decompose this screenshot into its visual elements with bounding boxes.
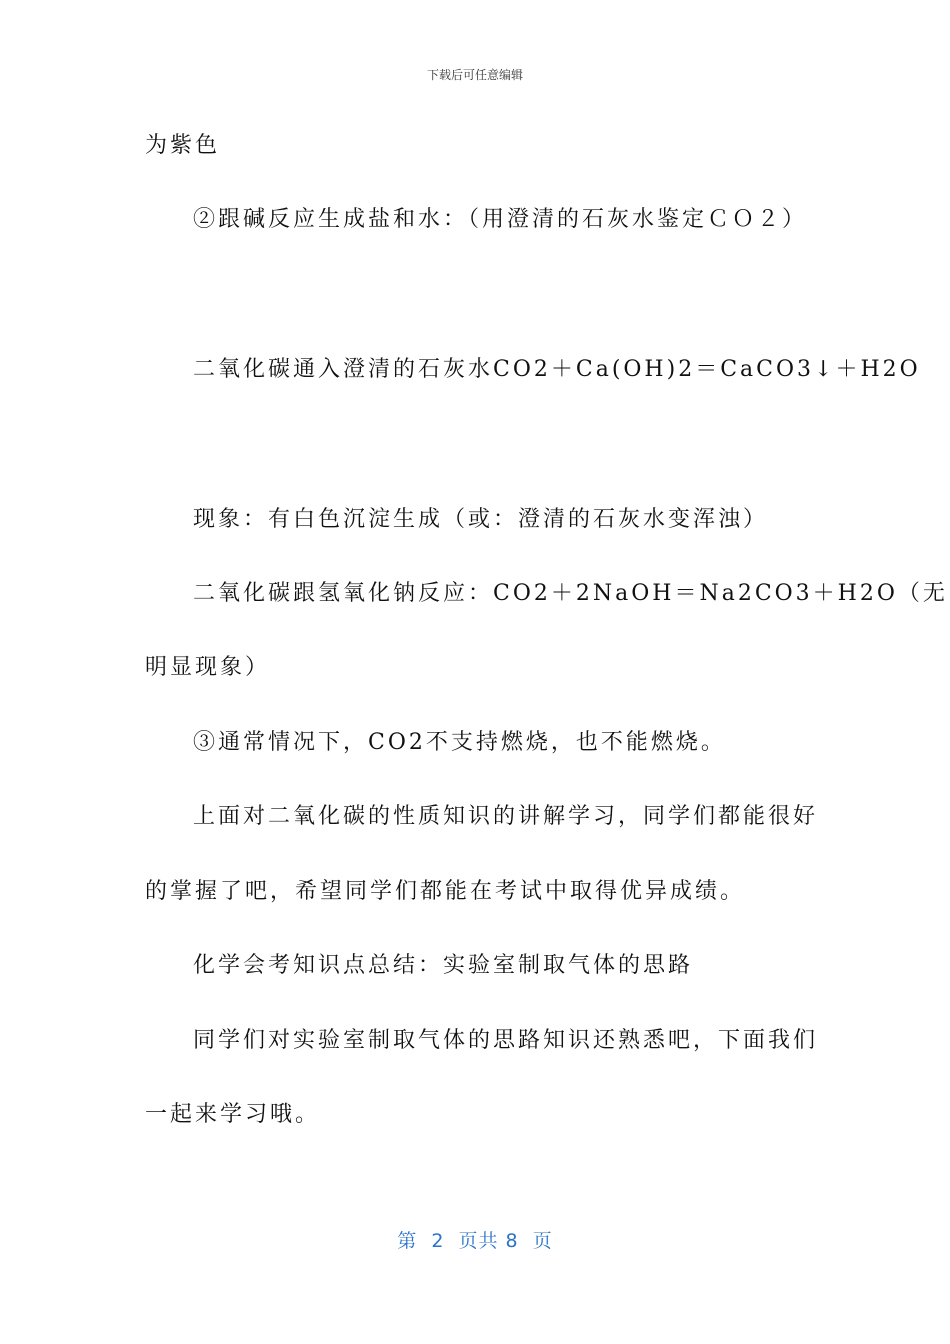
- text-line: 的掌握了吧，希望同学们都能在考试中取得优异成绩。: [145, 879, 746, 904]
- text-line: 为紫色: [145, 133, 221, 158]
- text-line: 上面对二氧化碳的性质知识的讲解学习，同学们都能很好: [193, 804, 819, 829]
- text-line: 化学会考知识点总结：实验室制取气体的思路: [193, 953, 694, 978]
- text-line: 二氧化碳通入澄清的石灰水CO2＋Ca(OH)2＝CaCO3↓＋H2O: [193, 357, 921, 382]
- text-line: 现象：有白色沉淀生成（或：澄清的石灰水变浑浊）: [193, 507, 769, 532]
- text-line: 一起来学习哦。: [145, 1102, 321, 1127]
- header-note: 下载后可任意编辑: [426, 68, 523, 82]
- text-line: 同学们对实验室制取气体的思路知识还熟悉吧，下面我们: [193, 1028, 819, 1053]
- text-line: 二氧化碳跟氢氧化钠反应：CO2＋2NaOH＝Na2CO3＋H2O（无: [193, 581, 948, 606]
- page-number: 第 2 页共 8 页: [397, 1230, 553, 1252]
- text-line: ③通常情况下，CO2不支持燃烧，也不能燃烧。: [193, 730, 726, 755]
- text-line: ②跟碱反应生成盐和水：（用澄清的石灰水鉴定ＣＯ２）: [193, 207, 808, 232]
- text-line: 明显现象）: [145, 655, 271, 680]
